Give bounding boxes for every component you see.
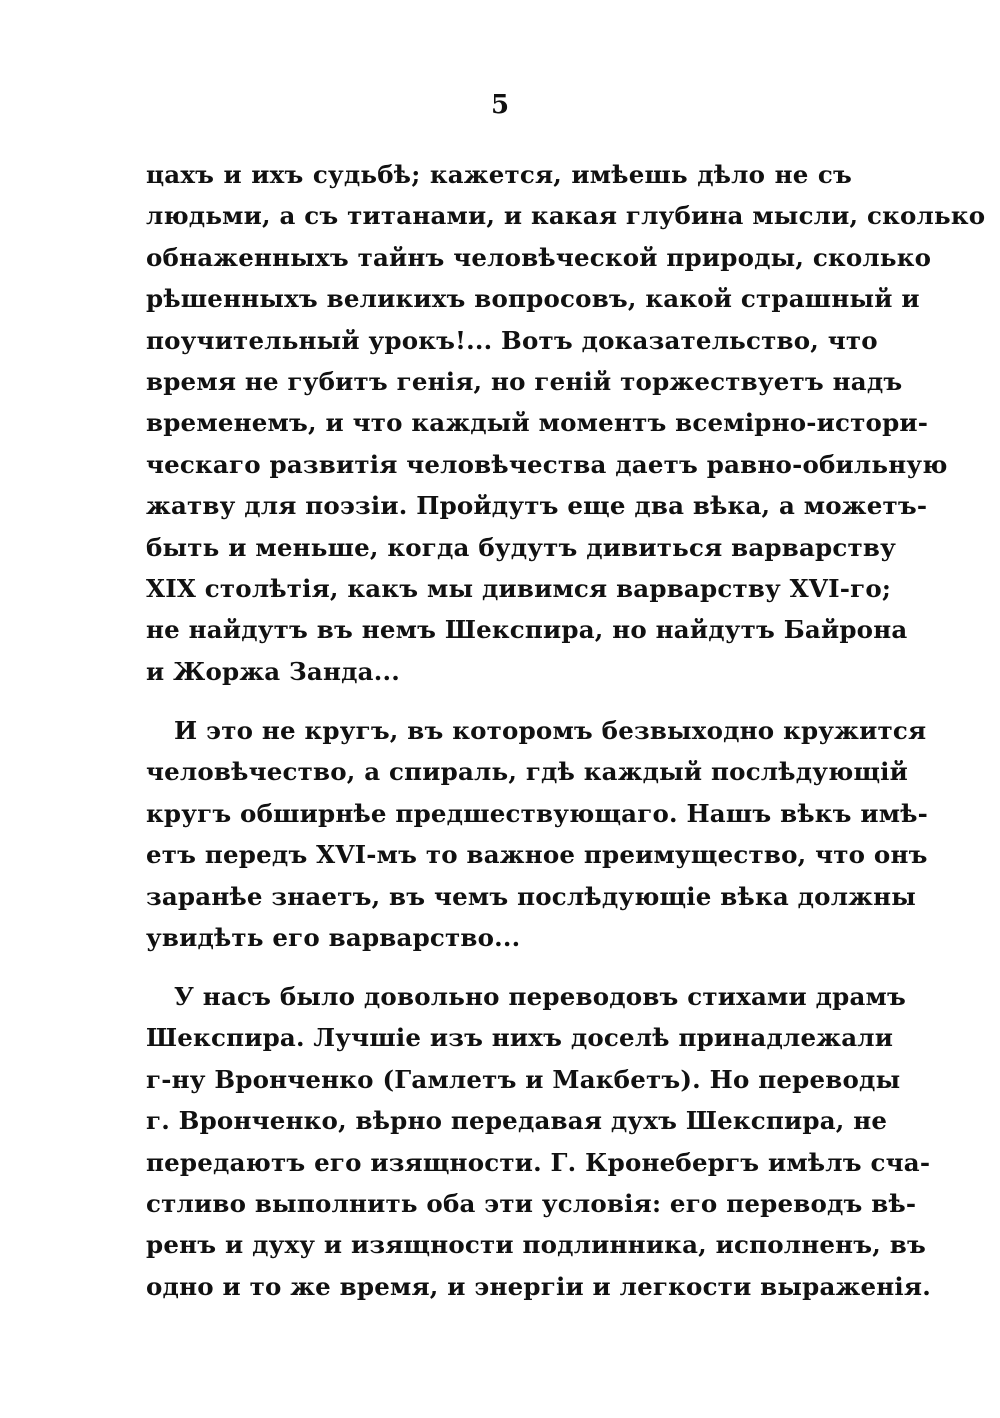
text-line: ренъ и духу и изящности подлинника, исполненъ, въ: [146, 1230, 926, 1260]
text-line: жатву для поэзіи. Пройдутъ еще два вѣка, а можетъ-: [146, 491, 928, 521]
page-number: 5: [490, 90, 510, 120]
text-line: увидѣть его варварство...: [146, 922, 521, 952]
text-line: быть и меньше, когда будутъ дивиться варварству: [146, 532, 896, 562]
text-line: Шекспира. Лучшіе изъ нихъ доселѣ принадлежали: [146, 1023, 894, 1053]
text-line: ческаго развитія человѣчества даетъ равно-обильную: [146, 449, 948, 479]
text-line: не найдутъ въ немъ Шекспира, но найдутъ Байрона: [146, 615, 908, 645]
text-line: временемъ, и что каждый моментъ всемірно-истори-: [146, 408, 929, 438]
text-line: поучительный урокъ!... Вотъ доказательство, что: [146, 325, 878, 355]
text-line: И это не кругъ, въ которомъ безвыходно кружится: [174, 716, 927, 745]
text-line: кругъ обширнѣе предшествующаго. Нашъ вѣкъ имѣ-: [146, 798, 929, 828]
text-line: передаютъ его изящности. Г. Кронебергъ имѣлъ сча-: [146, 1147, 931, 1177]
text-line: заранѣе знаетъ, въ чемъ послѣдующіе вѣка должны: [146, 881, 917, 911]
text-line: XIX столѣтія, какъ мы дивимся варварству XVI-го;: [146, 573, 892, 603]
paragraph-3: [146, 976, 931, 1307]
text-line: людьми, а съ титанами, и какая глубина мысли, сколько: [146, 201, 986, 231]
text-line: одно и то же время, и энергіи и легкости выраженія.: [146, 1271, 931, 1301]
text-line: г. Вронченко, вѣрно передавая духъ Шекспира, не: [146, 1106, 888, 1136]
text-line: обнаженныхъ тайнъ человѣческой природы, сколько: [146, 242, 932, 272]
text-line: етъ передъ XVI-мъ то важное преимущество, что онъ: [146, 840, 928, 870]
text-line: время не губитъ генія, но геній торжествуетъ надъ: [146, 366, 903, 396]
text-line: г-ну Вронченко (Гамлетъ и Макбетъ). Но переводы: [146, 1064, 901, 1094]
text-line: цахъ и ихъ судьбѣ; кажется, имѣешь дѣло не съ: [146, 160, 852, 189]
paragraph-2: [146, 710, 929, 958]
text-line: рѣшенныхъ великихъ вопросовъ, какой страшный и: [146, 284, 920, 314]
text-line: стливо выполнить оба эти условія: его переводъ вѣ-: [146, 1188, 917, 1218]
text-line: и Жоржа Занда...: [146, 656, 400, 686]
text-line: У насъ было довольно переводовъ стихами драмъ: [174, 982, 907, 1011]
text-line: человѣчество, а спираль, гдѣ каждый послѣдующій: [146, 757, 909, 787]
paragraph-1: [146, 154, 986, 692]
